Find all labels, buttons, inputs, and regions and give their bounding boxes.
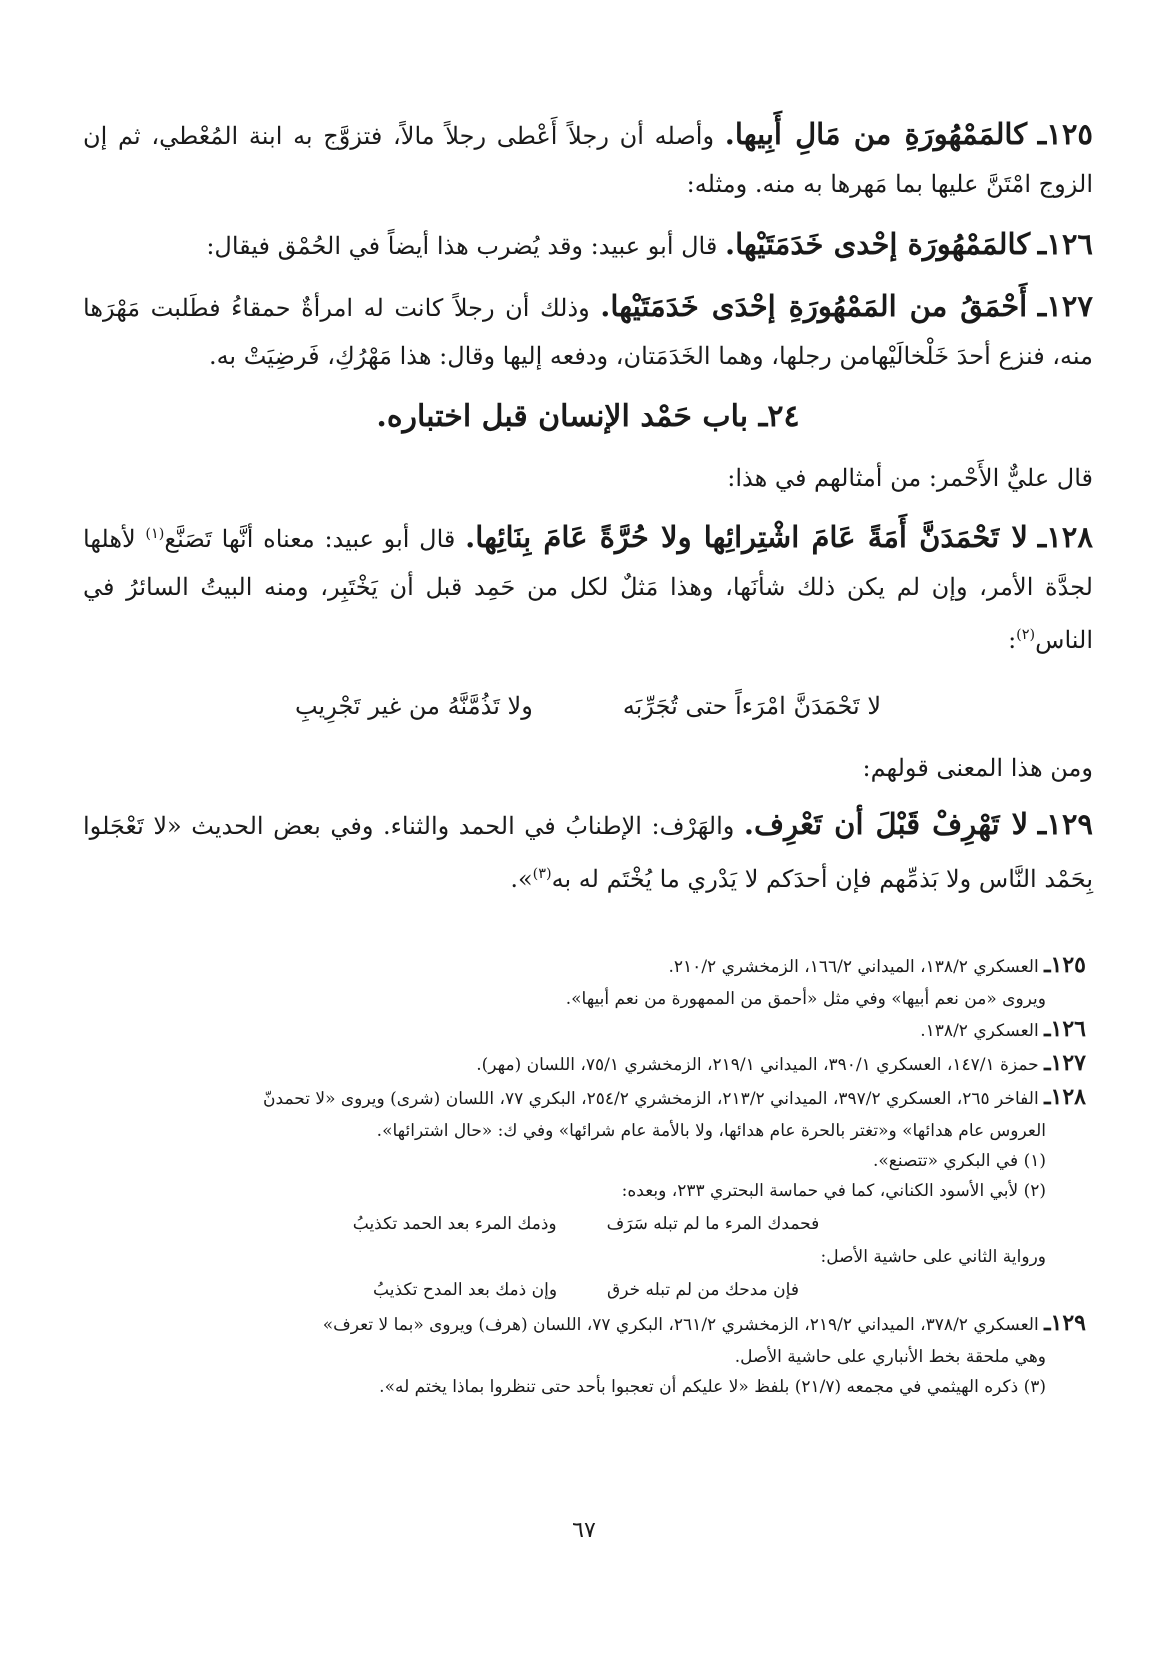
footnote-3: (٣) ذكره الهيثمي في مجمعه (٢١/٧) بلفظ «لا عليكم أن تعجبوا بأحد حتى تنظروا بماذا يختم له». xyxy=(379,1377,1046,1397)
verse-second-hemistich: ولا تَذُمَّنَّهُ من غير تَجْرِيبِ xyxy=(294,692,533,720)
entry-129 xyxy=(83,800,1093,903)
note-129-continued: وهي ملحقة بخط الأنباري على حاشية الأصل. xyxy=(734,1347,1046,1367)
footnote-verse-2 xyxy=(86,1274,1086,1306)
note-127 xyxy=(86,1048,1086,1080)
intro-line: قال عليٌّ الأَحْمر: من أمثالهم في هذا: xyxy=(727,464,1093,492)
note-128 xyxy=(86,1082,1086,1114)
entry-126 xyxy=(83,220,1093,270)
entry-125 xyxy=(83,110,1093,208)
intro-line-2: ومن هذا المعنى قولهم: xyxy=(862,754,1093,782)
note-text: العسكري ١٣٨/٢. xyxy=(920,1021,1039,1041)
entry-number: ١٢٩ـ xyxy=(1037,807,1093,841)
entry-text: لأهلها لجدَّة الأمر، وإن لم يكن ذلك شأنَها، وهذا مَثلٌ لكل من حَمِد قبل أن يَخْتَبِر، ومنه البيتُ السائرُ في الناس xyxy=(83,525,1093,654)
entry-text: ». xyxy=(510,865,533,893)
note-125 xyxy=(86,950,1086,982)
verse-second-hemistich: وإن ذمك بعد المدح تكذيبُ xyxy=(373,1280,558,1300)
proverb: كالمَمْهُورَة إحْدى خَدَمَتَيْها. xyxy=(724,227,1031,261)
entry-number: ١٢٦ـ xyxy=(1037,227,1093,261)
footnote-2-continued: ورواية الثاني على حاشية الأصل: xyxy=(820,1247,1046,1267)
proverb: لا تَهْرِفْ قَبْلَ أن تَعْرِف. xyxy=(743,807,1029,841)
note-text: الفاخر ٢٦٥، العسكري ٣٩٧/٢، الميداني ٢١٣/٢، الزمخشري ٢٥٤/٢، البكري ٧٧، اللسان (شرى) ويروى «لا تحمدنّ xyxy=(263,1089,1039,1109)
note-129 xyxy=(86,1308,1086,1340)
verse-second-hemistich: وذمك المرء بعد الحمد تكذيبُ xyxy=(352,1214,557,1234)
entry-127 xyxy=(83,282,1093,380)
footnotes xyxy=(86,950,1086,1402)
footnote-verse xyxy=(86,1208,1086,1240)
verse-first-hemistich: فإن مدحك من لم تبله خرق xyxy=(607,1280,799,1300)
footnote-marker: (٢) xyxy=(1016,627,1036,643)
entry-text: وأصله أن رجلاً أَعْطى رجلاً مالاً، فتزوَّج به ابنة المُعْطي، ثم إن الزوج امْتَنَّ عليها بما مَهرها به منه. ومثله: xyxy=(83,122,1093,198)
proverb: كالمَمْهُورَةِ من مَالِ أَبِيها. xyxy=(724,117,1028,151)
proverb: لا تَحْمَدَنَّ أَمَةً عَامَ اشْتِرائِها ولا حُرَّةً عَامَ بِنَائِها. xyxy=(465,520,1028,554)
entry-128 xyxy=(83,510,1093,664)
note-125-continued: ويروى «من نعم أبيها» وفي مثل «أحمق من الممهورة من نعم أبيها». xyxy=(565,989,1046,1009)
page-number: ٦٧ xyxy=(572,1518,596,1543)
entry-number: ١٢٧ـ xyxy=(1037,289,1093,323)
footnote-1: (١) في البكري «تتصنع». xyxy=(872,1151,1046,1171)
verse xyxy=(83,676,1093,736)
chapter-title: ٢٤ـ باب حَمْد الإنسان قبل اختباره. xyxy=(376,399,800,434)
verse-first-hemistich: فحمدك المرء ما لم تبله سَرَف xyxy=(606,1214,820,1234)
entry-text: : xyxy=(1008,626,1017,654)
note-number: ١٢٨ـ xyxy=(1044,1084,1086,1110)
entry-text: قال أبو عبيد: وقد يُضرب هذا أيضاً في الحُمْق فيقال: xyxy=(206,232,718,260)
footnote-2: (٢) لأبي الأسود الكناني، كما في حماسة البحتري ٢٣٣، وبعده: xyxy=(621,1181,1046,1201)
proverb: أَحْمَقُ من المَمْهُورَةِ إحْدَى خَدَمَتَيْها. xyxy=(600,289,1028,323)
note-number: ١٢٥ـ xyxy=(1044,952,1086,978)
note-number: ١٢٧ـ xyxy=(1044,1050,1086,1076)
note-text: حمزة ١٤٧/١، العسكري ٣٩٠/١، الميداني ٢١٩/١، الزمخشري ٧٥/١، اللسان (مهر). xyxy=(476,1055,1039,1075)
note-126 xyxy=(86,1014,1086,1046)
note-text: العسكري ٣٧٨/٢، الميداني ٢١٩/٢، الزمخشري ٢٦١/٢، البكري ٧٧، اللسان (هرف) ويروى «بما لا تعرف» xyxy=(322,1315,1039,1335)
main-text xyxy=(83,110,1093,915)
entry-number: ١٢٥ـ xyxy=(1037,117,1093,151)
verse-first-hemistich: لا تَحْمَدَنَّ امْرَءاً حتى تُجَرِّبَه xyxy=(622,692,882,720)
entry-number: ١٢٨ـ xyxy=(1037,520,1093,554)
entry-text: وذلك أن رجلاً كانت له امرأةٌ حمقاءُ فطَلبت مَهْرَها منه، فنزع أحدَ خَلْخالَيْهامن رجلها، وهما الخَدَمَتان، ودفعه إليها وقال: هذا مَهْرُكِ، فَرضِيَتْ به. xyxy=(83,294,1093,370)
footnote-marker: (١) xyxy=(145,526,165,542)
note-number: ١٢٦ـ xyxy=(1044,1016,1086,1042)
note-number: ١٢٩ـ xyxy=(1044,1310,1086,1336)
footnote-marker: (٣) xyxy=(532,866,552,882)
note-128-continued: العروس عام هدائها» و«تغتر بالحرة عام هدائها، ولا بالأمة عام شرائها» وفي ك: «حال اشترائها». xyxy=(376,1121,1046,1141)
entry-text: والهَرْف: الإطنابُ في الحمد والثناء. وفي بعض الحديث «لا تَعْجَلوا بِحَمْد النَّاس ولا بَذمِّهم فإن أحدَكم لا يَدْري ما يُخْتَم له به xyxy=(83,812,1093,893)
entry-text: قال أبو عبيد: معناه أنَّها تَصَنَّع xyxy=(164,525,456,553)
note-text: العسكري ١٣٨/٢، الميداني ١٦٦/٢، الزمخشري ٢١٠/٢. xyxy=(668,957,1039,977)
